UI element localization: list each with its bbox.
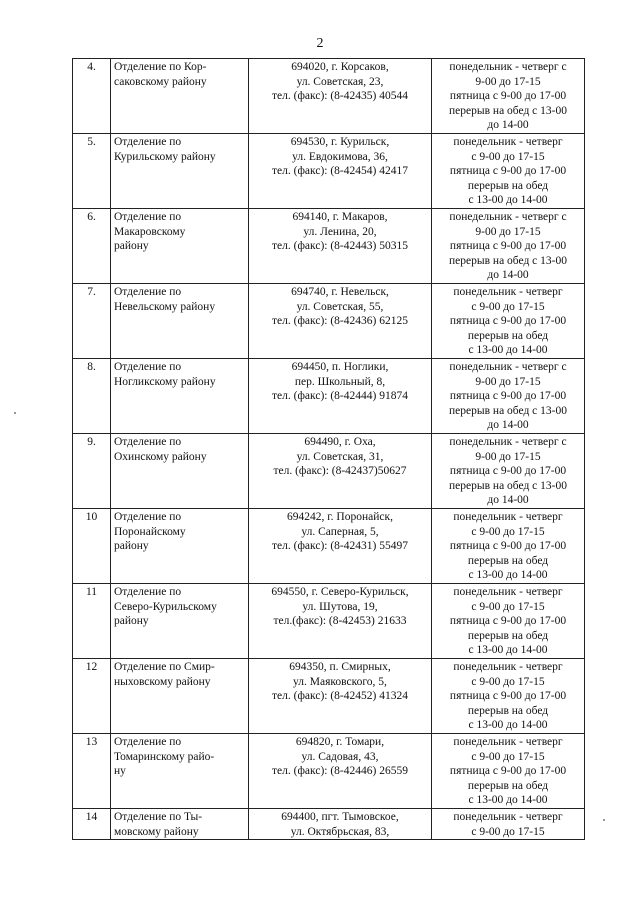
office-name-line: району xyxy=(114,540,149,553)
table-row xyxy=(73,809,585,840)
office-hours-cell xyxy=(432,509,585,584)
office-hours-line: пятница с 9-00 до 17-00 xyxy=(449,690,567,703)
office-name-line: Отделение по xyxy=(114,736,182,748)
office-hours-line: понедельник - четверг xyxy=(453,661,563,673)
row-number: 6. xyxy=(73,209,111,284)
office-hours-line: с 9-00 до 17-15 xyxy=(471,825,545,838)
office-hours-line: 9-00 до 17-15 xyxy=(475,450,541,463)
office-name-line: Макаровскому xyxy=(114,225,186,238)
office-address-line: 694530, г. Курильск, xyxy=(290,136,390,148)
office-address-line: ул. Советская, 23, xyxy=(296,75,384,88)
office-address-line: ул. Маяковского, 5, xyxy=(293,675,387,688)
office-address-line: ул. Саперная, 5, xyxy=(301,525,379,538)
office-name-line: мовскому району xyxy=(114,825,199,838)
table-row xyxy=(73,659,585,734)
office-hours-line: понедельник - четверг xyxy=(453,286,563,298)
office-name-line: ну xyxy=(114,765,126,778)
office-address-cell xyxy=(249,659,432,734)
office-address-line: ул. Октябрьская, 83, xyxy=(290,825,390,838)
office-hours-line: 9-00 до 17-15 xyxy=(475,375,541,388)
office-hours-line: перерыв на обед xyxy=(467,704,549,717)
office-address-line: 694450, п. Ноглики, xyxy=(291,361,389,373)
office-hours-line: перерыв на обед xyxy=(467,179,549,192)
office-hours-line: до 14-00 xyxy=(487,494,529,507)
office-address-line: 694740, г. Невельск, xyxy=(291,286,389,298)
office-hours-line: понедельник - четверг xyxy=(453,511,563,523)
row-number: 9. xyxy=(73,434,111,509)
office-name-cell xyxy=(111,734,249,809)
office-hours-cell xyxy=(432,209,585,284)
office-name-line: Северо-Курильскому xyxy=(114,600,217,613)
offices-table xyxy=(72,58,585,840)
row-number: 14 xyxy=(73,809,111,840)
office-address-line: ул. Советская, 55, xyxy=(296,300,384,313)
office-hours-line: с 9-00 до 17-15 xyxy=(471,300,545,313)
office-name-cell xyxy=(111,584,249,659)
office-address-line: тел. (факс): (8-42435) 40544 xyxy=(272,90,408,103)
office-address-line: тел.(факс): (8-42453) 21633 xyxy=(273,615,407,628)
office-address-line: ул. Евдокимова, 36, xyxy=(292,150,388,163)
office-hours-line: с 13-00 до 14-00 xyxy=(468,569,548,582)
office-name-cell xyxy=(111,134,249,209)
office-address-line: 694350, п. Смирных, xyxy=(289,661,391,673)
office-hours-cell xyxy=(432,584,585,659)
office-hours-cell xyxy=(432,284,585,359)
office-address-cell xyxy=(249,59,432,134)
office-hours-line: с 13-00 до 14-00 xyxy=(468,644,548,657)
office-hours-line: пятница с 9-00 до 17-00 xyxy=(449,165,567,178)
row-number: 12 xyxy=(73,659,111,734)
office-hours-line: понедельник - четверг xyxy=(453,586,563,598)
office-name-cell xyxy=(111,509,249,584)
row-number: 4. xyxy=(73,59,111,134)
office-address-line: тел. (факс): (8-42452) 41324 xyxy=(272,690,408,703)
office-address-cell xyxy=(249,434,432,509)
office-name-line: Охинскому району xyxy=(114,450,207,463)
office-name-line: Томаринскому райо- xyxy=(114,750,215,763)
page-number: 2 xyxy=(316,36,324,51)
office-address-line: тел. (факс): (8-42437)50627 xyxy=(273,465,407,478)
office-hours-cell xyxy=(432,434,585,509)
office-hours-line: с 13-00 до 14-00 xyxy=(468,719,548,732)
office-name-cell xyxy=(111,209,249,284)
office-address-cell xyxy=(249,584,432,659)
office-name-cell xyxy=(111,434,249,509)
office-address-line: ул. Шутова, 19, xyxy=(302,600,378,613)
office-hours-cell xyxy=(432,359,585,434)
office-hours-line: пятница с 9-00 до 17-00 xyxy=(449,765,567,778)
office-name-line: Отделение по Смир- xyxy=(114,661,215,673)
office-address-line: тел. (факс): (8-42454) 42417 xyxy=(272,165,408,178)
office-name-cell xyxy=(111,359,249,434)
office-name-line: району xyxy=(114,615,149,628)
office-hours-line: пятница с 9-00 до 17-00 xyxy=(449,390,567,403)
row-number: 7. xyxy=(73,284,111,359)
office-hours-line: до 14-00 xyxy=(487,419,529,432)
office-hours-line: 9-00 до 17-15 xyxy=(475,225,541,238)
office-hours-line: с 9-00 до 17-15 xyxy=(471,600,545,613)
office-address-line: 694400, пгт. Тымовское, xyxy=(281,811,399,823)
office-address-line: ул. Ленина, 20, xyxy=(303,225,377,238)
table-row xyxy=(73,434,585,509)
office-address-line: 694242, г. Поронайск, xyxy=(287,511,393,523)
office-address-line: тел. (факс): (8-42444) 91874 xyxy=(272,390,408,403)
row-number: 8. xyxy=(73,359,111,434)
office-hours-line: перерыв на обед xyxy=(467,629,549,642)
office-name-line: ныховскому району xyxy=(114,675,211,688)
office-hours-line: пятница с 9-00 до 17-00 xyxy=(449,240,567,253)
office-name-line: району xyxy=(114,240,149,253)
office-name-cell xyxy=(111,809,249,840)
office-name-cell xyxy=(111,659,249,734)
office-hours-cell xyxy=(432,659,585,734)
row-number: 13 xyxy=(73,734,111,809)
table-row xyxy=(73,359,585,434)
office-hours-line: пятница с 9-00 до 17-00 xyxy=(449,465,567,478)
office-address-cell xyxy=(249,134,432,209)
office-address-line: 694820, г. Томари, xyxy=(295,736,385,748)
office-name-line: Отделение по xyxy=(114,436,182,448)
office-hours-line: понедельник - четверг с xyxy=(449,61,567,73)
office-hours-line: с 9-00 до 17-15 xyxy=(471,525,545,538)
row-number: 10 xyxy=(73,509,111,584)
office-name-line: Отделение по xyxy=(114,136,182,148)
table-row xyxy=(73,509,585,584)
office-name-line: Отделение по xyxy=(114,211,182,223)
office-address-line: тел. (факс): (8-42443) 50315 xyxy=(272,240,408,253)
office-hours-line: понедельник - четверг xyxy=(453,736,563,748)
office-hours-cell xyxy=(432,809,585,840)
office-hours-line: с 13-00 до 14-00 xyxy=(468,194,548,207)
office-hours-line: понедельник - четверг с xyxy=(449,436,567,448)
office-hours-line: до 14-00 xyxy=(487,269,529,282)
office-name-cell xyxy=(111,284,249,359)
office-name-line: саковскому району xyxy=(114,75,207,88)
office-address-line: пер. Школьный, 8, xyxy=(294,375,386,388)
office-hours-line: понедельник - четверг с xyxy=(449,211,567,223)
office-name-cell xyxy=(111,59,249,134)
office-hours-line: пятница с 9-00 до 17-00 xyxy=(449,540,567,553)
office-address-cell xyxy=(249,734,432,809)
office-hours-line: перерыв на обед xyxy=(467,554,549,567)
scan-speck xyxy=(14,412,16,414)
office-address-cell xyxy=(249,809,432,840)
office-address-line: 694020, г. Корсаков, xyxy=(291,61,389,73)
office-address-line: 694140, г. Макаров, xyxy=(292,211,388,223)
office-hours-cell xyxy=(432,59,585,134)
office-name-line: Отделение по Ты- xyxy=(114,811,203,823)
office-hours-cell xyxy=(432,734,585,809)
table-row xyxy=(73,584,585,659)
row-number: 11 xyxy=(73,584,111,659)
office-hours-line: понедельник - четверг xyxy=(453,136,563,148)
office-hours-line: перерыв на обед xyxy=(467,329,549,342)
offices-table-body xyxy=(73,59,585,840)
office-address-line: тел. (факс): (8-42436) 62125 xyxy=(272,315,408,328)
office-name-line: Курильскому району xyxy=(114,150,216,163)
office-name-line: Поронайскому xyxy=(114,525,186,538)
office-hours-line: перерыв на обед с 13-00 xyxy=(449,479,567,492)
office-hours-line: с 9-00 до 17-15 xyxy=(471,150,545,163)
office-hours-line: с 13-00 до 14-00 xyxy=(468,344,548,357)
office-address-cell xyxy=(249,509,432,584)
table-row xyxy=(73,134,585,209)
table-row xyxy=(73,734,585,809)
office-hours-line: перерыв на обед с 13-00 xyxy=(449,104,567,117)
office-name-line: Отделение по xyxy=(114,511,182,523)
office-name-line: Отделение по Кор- xyxy=(114,61,207,73)
office-hours-line: пятница с 9-00 до 17-00 xyxy=(449,90,567,103)
office-hours-line: перерыв на обед с 13-00 xyxy=(449,404,567,417)
table-row xyxy=(73,59,585,134)
office-hours-line: перерыв на обед с 13-00 xyxy=(449,254,567,267)
office-hours-line: понедельник - четверг xyxy=(453,811,563,823)
office-address-line: 694550, г. Северо-Курильск, xyxy=(271,586,409,598)
office-name-line: Отделение по xyxy=(114,286,182,298)
office-name-line: Отделение по xyxy=(114,586,182,598)
office-hours-line: с 13-00 до 14-00 xyxy=(468,794,548,807)
office-name-line: Отделение по xyxy=(114,361,182,373)
table-row xyxy=(73,209,585,284)
office-hours-line: с 9-00 до 17-15 xyxy=(471,750,545,763)
row-number: 5. xyxy=(73,134,111,209)
scan-speck xyxy=(603,819,605,821)
office-hours-line: понедельник - четверг с xyxy=(449,361,567,373)
office-address-line: тел. (факс): (8-42431) 55497 xyxy=(272,540,408,553)
office-hours-line: пятница с 9-00 до 17-00 xyxy=(449,615,567,628)
office-address-line: ул. Садовая, 43, xyxy=(301,750,379,763)
office-name-line: Ногликскому району xyxy=(114,375,216,388)
office-name-line: Невельскому району xyxy=(114,300,216,313)
office-address-cell xyxy=(249,284,432,359)
office-address-line: 694490, г. Оха, xyxy=(304,436,376,448)
office-hours-line: пятница с 9-00 до 17-00 xyxy=(449,315,567,328)
office-address-line: тел. (факс): (8-42446) 26559 xyxy=(272,765,408,778)
table-row xyxy=(73,284,585,359)
office-hours-cell xyxy=(432,134,585,209)
office-hours-line: перерыв на обед xyxy=(467,779,549,792)
office-hours-line: 9-00 до 17-15 xyxy=(475,75,541,88)
office-hours-line: с 9-00 до 17-15 xyxy=(471,675,545,688)
office-address-cell xyxy=(249,209,432,284)
office-hours-line: до 14-00 xyxy=(487,119,529,132)
office-address-cell xyxy=(249,359,432,434)
office-address-line: ул. Советская, 31, xyxy=(296,450,384,463)
